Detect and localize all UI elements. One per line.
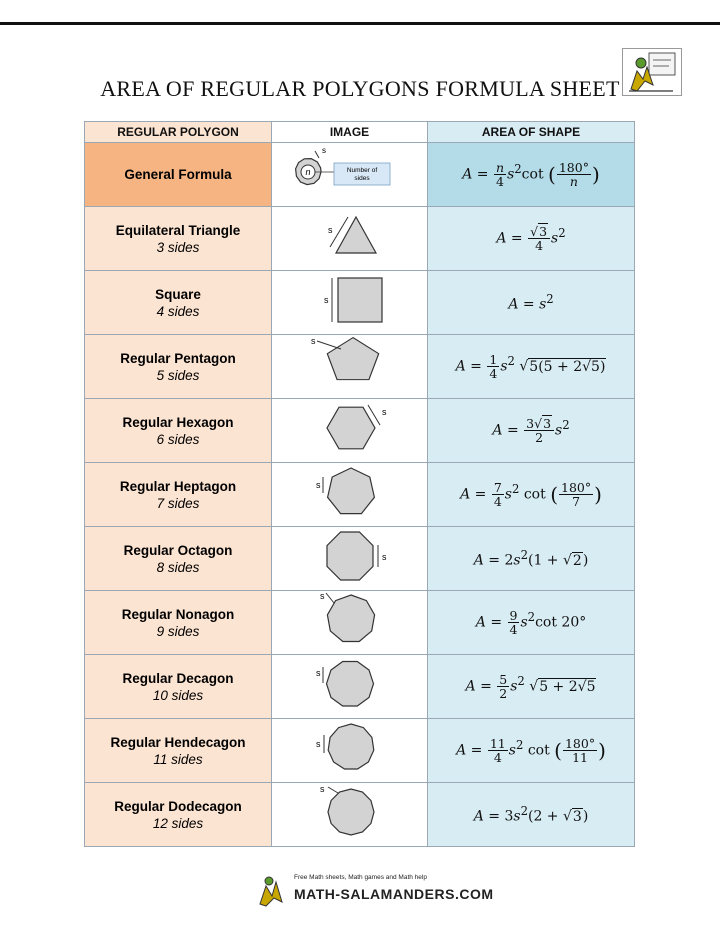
polygon-sides: 10 sides [152,687,204,703]
area-formula: A = $\frac{11}{4}$ $s^2$ cot ( $\frac{180^\circ}{11}$ ) [428,719,635,783]
side-label: s [310,336,315,346]
polygon-image-cell [272,783,428,847]
side-label: s [381,407,386,417]
column-header-area: AREA OF SHAPE [428,122,635,143]
dodecagon-icon [310,783,390,841]
side-label: s [315,668,320,678]
polygon-name: Regular Dodecagon [114,798,242,814]
polygon-image-cell [272,143,428,207]
polygon-name-cell [85,335,272,399]
nonagon-shape [327,595,374,642]
side-label: s [381,552,386,562]
salamander-icon [256,874,290,908]
polygon-image-cell [272,591,428,655]
area-formula: A = $\frac{n}{4}$ $s^2\cot$ ( $\frac{180^\circ}{n}$ ) [428,143,635,207]
footer-logo [256,872,494,912]
polygon-name: Regular Octagon [123,542,233,558]
table-row [85,207,635,271]
callout-text-2: sides [353,175,370,182]
heptagon-shape [327,468,374,514]
polygon-name-cell [85,271,272,335]
table-row [85,399,635,463]
polygon-image-cell [272,207,428,271]
side-label: s [321,146,326,155]
formula-table [84,121,635,847]
table-row [85,655,635,719]
octagon-icon [305,527,395,585]
polygon-name-cell [85,655,272,719]
polygon-sides: 8 sides [156,559,200,575]
polygon-sides: 11 sides [153,751,203,767]
side-label: s [315,480,320,490]
table-row [85,783,635,847]
area-formula: A = $\frac{3√3}{2}$ $s^2$ [428,399,635,463]
polygon-name: Regular Nonagon [121,606,235,622]
callout-text-1: Number of [346,167,377,174]
octagon-shape [327,532,373,580]
polygon-name-cell [85,399,272,463]
polygon-name-cell [85,143,272,207]
side-label: s [315,739,320,749]
decagon-icon [310,655,390,713]
table-row [85,527,635,591]
table-row [85,463,635,527]
hexagon-icon [305,399,395,457]
footer-tagline: Free Math sheets, Math games and Math help [294,874,427,881]
footer-site-name[interactable]: MATH-SALAMANDERS.COM [294,886,494,902]
polygon-name: Regular Pentagon [120,350,236,366]
square-shape [338,278,382,322]
side-label: s [327,225,332,235]
side-label: s [319,784,324,794]
table-row [85,719,635,783]
polygon-name: General Formula [124,167,232,182]
polygon-sides: 5 sides [156,367,200,383]
decagon-shape [326,662,373,707]
table-row [85,271,635,335]
polygon-sides: 12 sides [152,815,204,831]
polygon-sides: 3 sides [156,239,200,255]
side-label: s [319,591,324,601]
pentagon-shape [327,338,378,380]
hendecagon-shape [328,724,374,769]
polygon-sides: 7 sides [156,495,200,511]
heptagon-icon [310,463,390,521]
polygon-sides: 4 sides [156,303,200,319]
area-formula: A = $\frac{7}{4}$ $s^2$ cot ( $\frac{180^\circ}{7}$ ) [428,463,635,527]
polygon-name: Regular Hexagon [122,414,234,430]
polygon-name: Regular Hendecagon [110,734,246,750]
polygon-name-cell [85,463,272,527]
polygon-image-cell [272,463,428,527]
table-row [85,143,635,207]
polygon-image-cell [272,399,428,463]
area-formula: $A = 2s^2(1 + √2)$ [428,527,635,591]
center-label: n [304,167,311,177]
hexagon-shape [327,407,375,449]
polygon-name: Square [155,286,201,302]
table-row [85,591,635,655]
polygon-name: Regular Heptagon [119,478,237,494]
top-rule [0,22,720,25]
polygon-image-cell [272,655,428,719]
column-header-image: IMAGE [272,122,428,143]
side-label: s [323,295,328,305]
polygon-name-cell [85,783,272,847]
column-header-polygon: REGULAR POLYGON [85,122,272,143]
polygon-name: Equilateral Triangle [115,222,241,238]
area-formula: A = $\frac{5}{2}$ $s^2$ √5 + 2√5 [428,655,635,719]
polygon-name-cell [85,591,272,655]
triangle-icon [310,207,390,265]
polygon-name-cell [85,207,272,271]
polygon-name-cell [85,527,272,591]
dodecagon-shape [328,789,374,835]
polygon-name-cell [85,719,272,783]
page-title: AREA OF REGULAR POLYGONS FORMULA SHEET [100,76,620,101]
area-formula: A = $\frac{9}{4}$ $s^2\cot$ 20° [428,591,635,655]
area-formula: A = $\frac{√3}{4}$ $s^2$ [428,207,635,271]
triangle-shape [336,217,376,253]
general-polygon-icon [280,143,420,201]
pentagon-icon [305,335,395,393]
hendecagon-icon [310,719,390,777]
polygon-image-cell [272,527,428,591]
polygon-image-cell [272,335,428,399]
table-row [85,335,635,399]
polygon-sides: 9 sides [156,623,200,639]
area-formula: $A = s^2$ [428,271,635,335]
square-icon [310,271,390,329]
area-formula: $A = 3s^2(2 + √3)$ [428,783,635,847]
polygon-name: Regular Decagon [122,670,234,686]
polygon-image-cell [272,271,428,335]
table-header-row [85,122,635,143]
polygon-sides: 6 sides [156,431,200,447]
nonagon-icon [310,591,390,649]
polygon-image-cell [272,719,428,783]
area-formula: A = $\frac{1}{4}$ $s^2$ √5(5 + 2√5) [428,335,635,399]
